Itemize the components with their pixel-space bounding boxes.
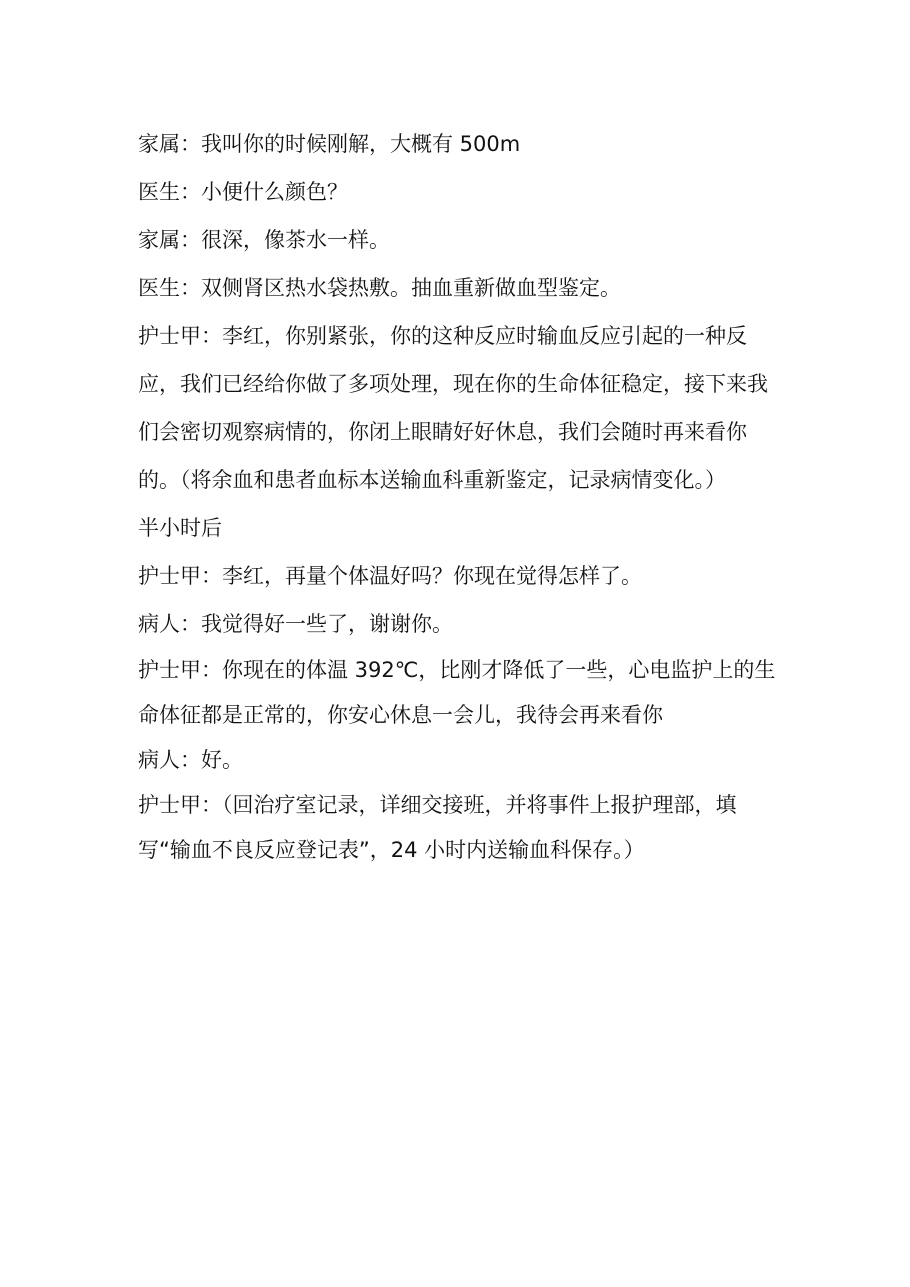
paragraph-nurse-reassurance: 护士甲：李红，你别紧张，你的这种反应时输血反应引起的一种反应，我们已经给你做了多项处理，现在你的生命体征稳定，接下来我们会密切观察病情的，你闭上眼睛好好休息，我们会随时再来看你的。（将余血和患者血标本送输血科重新鉴定，记录病情变化。） bbox=[138, 324, 768, 492]
paragraph-patient-better: 病人：我觉得好一些了，谢谢你。 bbox=[138, 612, 453, 636]
paragraph-family-urine-amount: 家属：我叫你的时候刚解，大概有 500m bbox=[138, 132, 521, 156]
paragraph-nurse-temperature-check: 护士甲：李红，再量个体温好吗？你现在觉得怎样了。 bbox=[138, 564, 642, 588]
paragraph-doctor-orders: 医生：双侧肾区热水袋热敷。抽血重新做血型鉴定。 bbox=[138, 276, 621, 300]
paragraph-half-hour-later: 半小时后 bbox=[138, 516, 222, 540]
document-body bbox=[138, 120, 778, 873]
paragraph-patient-ok: 病人：好。 bbox=[138, 748, 243, 772]
paragraph-nurse-record-report: 护士甲：（回治疗室记录，详细交接班，并将事件上报护理部，填写“输血不良反应登记表”，24 小时内送输血科保存。） bbox=[138, 793, 737, 862]
paragraph-doctor-urine-color: 医生：小便什么颜色？ bbox=[138, 180, 348, 204]
paragraph-nurse-vitals-normal: 护士甲：你现在的体温 392℃，比刚才降低了一些，心电监护上的生命体征都是正常的，你安心休息一会儿，我待会再来看你 bbox=[138, 658, 776, 727]
paragraph-family-dark-urine: 家属：很深，像茶水一样。 bbox=[138, 228, 390, 252]
